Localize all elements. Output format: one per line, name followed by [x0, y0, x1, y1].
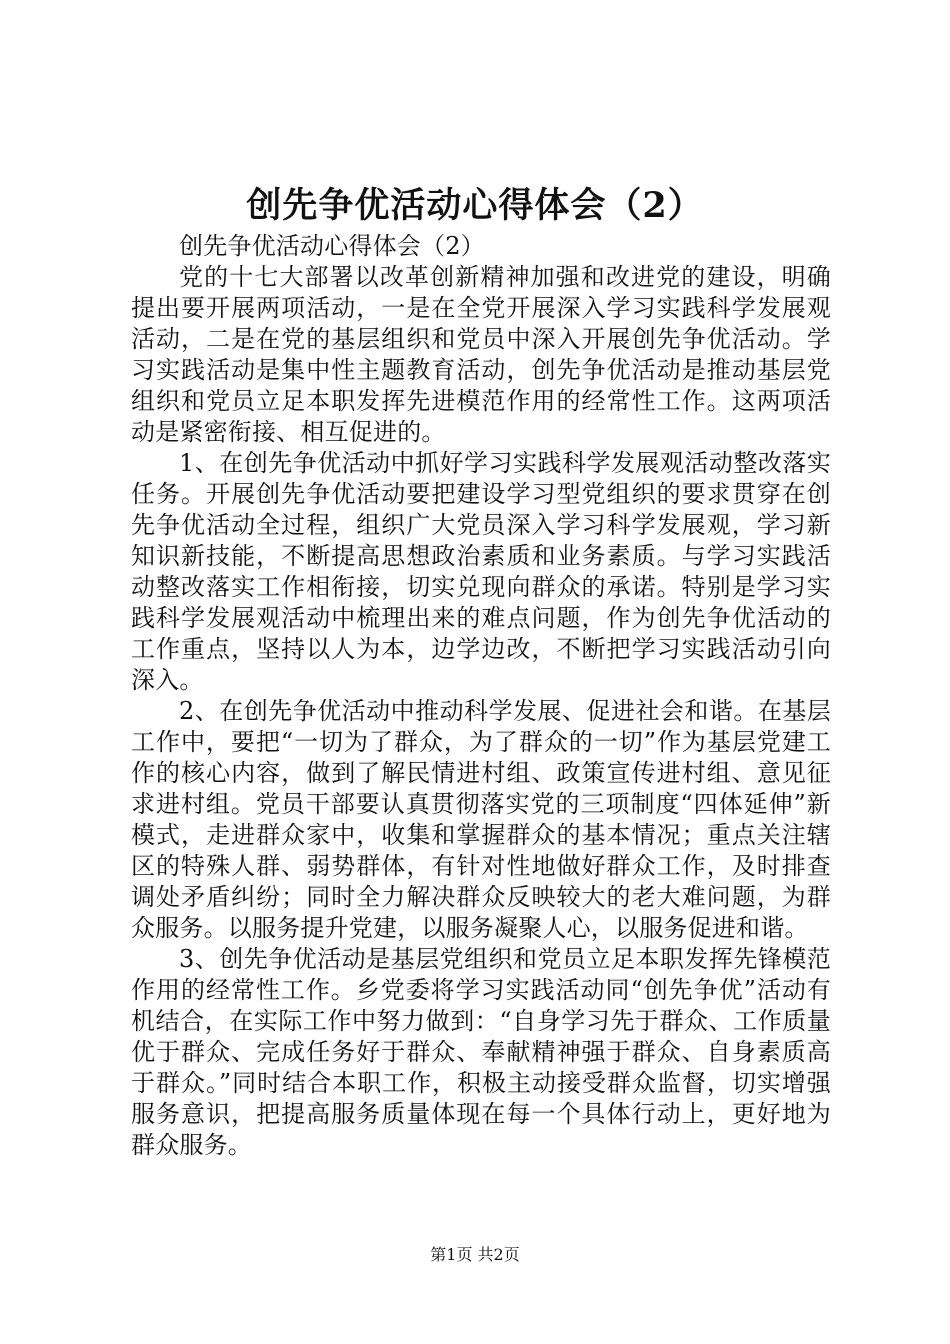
point-2-paragraph: 2、在创先争优活动中推动科学发展、促进社会和谐。在基层工作中，要把“一切为了群众，为了群众的一切”作为基层党建工作的核心内容，做到了解民情进村组、政策宣传进村组、意见征求进村组。党员干部要认真贯彻落实党的三项制度“四体延伸”新模式，走进群众家中，收集和掌握群众的基本情况；重点关注辖区的特殊人群、弱势群体，有针对性地做好群众工作，及时排查调处矛盾纠纷；同时全力解决群众反映较大的老大难问题，为群众服务。以服务提升党建，以服务凝聚人心，以服务促进和谐。 [131, 697, 831, 942]
subtitle-paragraph: 创先争优活动心得体会（2） [179, 232, 485, 260]
point-1-paragraph: 1、在创先争优活动中抓好学习实践科学发展观活动整改落实任务。开展创先争优活动要把建设学习型党组织的要求贯穿在创先争优活动全过程，组织广大党员深入学习科学发展观，学习新知识新技能，不断提高思想政治素质和业务素质。与学习实践活动整改落实工作相衔接，切实兑现向群众的承诺。特别是学习实践科学发展观活动中梳理出来的难点问题，作为创先争优活动的工作重点，坚持以人为本，边学边改，不断把学习实践活动引向深入。 [131, 449, 831, 694]
document-title: 创先争优活动心得体会（2） [246, 185, 704, 226]
page-number-footer: 第1页 共2页 [430, 1245, 520, 1264]
point-3-paragraph: 3、创先争优活动是基层党组织和党员立足本职发挥先锋模范作用的经常性工作。乡党委将学习实践活动同“创先争优”活动有机结合，在实际工作中努力做到：“自身学习先于群众、工作质量优于群众、完成任务好于群众、奉献精神强于群众、自身素质高于群众。”同时结合本职工作，积极主动接受群众监督，切实增强服务意识，把提高服务质量体现在每一个具体行动上，更好地为群众服务。 [131, 945, 831, 1159]
document-body [131, 231, 831, 1161]
intro-paragraph: 党的十七大部署以改革创新精神加强和改进党的建设，明确提出要开展两项活动，一是在全党开展深入学习实践科学发展观活动，二是在党的基层组织和党员中深入开展创先争优活动。学习实践活动是集中性主题教育活动，创先争优活动是推动基层党组织和党员立足本职发挥先进模范作用的经常性工作。这两项活动是紧密衔接、相互促进的。 [131, 263, 831, 446]
